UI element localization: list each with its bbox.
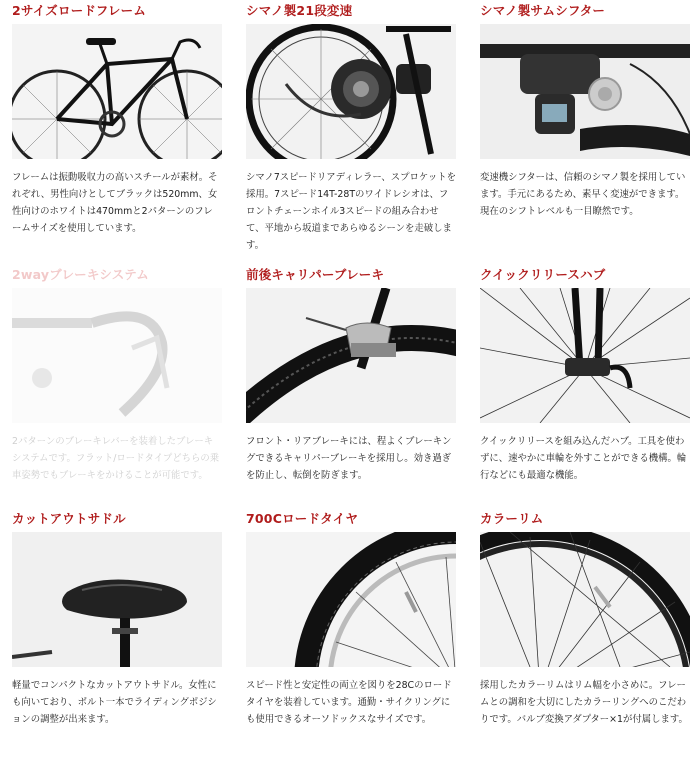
feature-color-rim (480, 510, 690, 725)
caliper-photo (246, 288, 456, 423)
feature-title: クイックリリースハブ (480, 267, 606, 282)
feature-title: カラーリム (480, 511, 544, 526)
feature-description: スピード性と安定性の両立を図りを28Cのロードタイヤを装着しています。通勤・サイクリングにも使用できるオーソドックスなサイズです。 (246, 680, 452, 725)
feature-description: 軽量でコンパクトなカットアウトサドル。女性にも向いており、ボルト一本でライディングポジションの調整が出来ます。 (12, 680, 217, 725)
feature-frame (12, 2, 222, 234)
saddle-photo (12, 532, 222, 667)
feature-description: フレームは振動吸収力の高いスチールが素材。それぞれ、男性向けとしてブラックは520mm、女性向けのホワイトは470mmと2パターンのフレームサイズを使用しています。 (12, 172, 218, 234)
feature-title: シマノ製21段変速 (246, 3, 353, 18)
derailleur-photo (246, 24, 456, 159)
feature-quick-release (480, 266, 690, 481)
brake-lever-photo (12, 288, 222, 423)
tire-photo (246, 532, 456, 667)
feature-cutout-saddle (12, 510, 222, 725)
feature-2way-brake (12, 266, 222, 481)
feature-description: クイックリリースを組み込んだハブ。工具を使わずに、速やかに車輪を外すことができる機構。輪行などにも最適な機能。 (480, 436, 687, 481)
feature-title: 2wayブレーキシステム (12, 267, 149, 282)
feature-description: シマノ7スピードリアディレラー、スプロケットを採用。7スピード14T-28Tのワイドレシオは、フロントチェーンホイル3スピードの組み合わせて、平地から坂道まであらゆるシーンを走破します。 (246, 172, 456, 251)
feature-title: 前後キャリパーブレーキ (246, 267, 385, 282)
feature-caliper-brake (246, 266, 456, 481)
feature-title: 700Cロードタイヤ (246, 511, 359, 526)
feature-description: フロント・リアブレーキには、程よくブレーキングできるキャリパーブレーキを採用し。効き過ぎを防止し、転倒を防ぎます。 (246, 436, 452, 481)
feature-thumb-shifter (480, 2, 690, 217)
feature-21-speed (246, 2, 456, 251)
feature-title: 2サイズロードフレーム (12, 3, 147, 18)
hub-photo (480, 288, 690, 423)
feature-road-tire (246, 510, 456, 725)
shifter-photo (480, 24, 690, 159)
feature-description: 採用したカラーリムはリム幅を小さめに。フレームとの調和を大切にしたカラーリングへのこだわりです。バルブ変換アダプター×1が付属します。 (480, 680, 688, 725)
feature-title: カットアウトサドル (12, 511, 126, 526)
feature-title: シマノ製サムシフター (480, 3, 606, 18)
feature-description: 2パターンのブレーキレバーを装着したブレーキシステムです。フラット/ロードタイプどちらの乗車姿勢でもブレーキをかけることが可能です。 (12, 436, 220, 481)
feature-description: 変速機シフターは、信頼のシマノ製を採用しています。手元にあるため、素早く変速ができます。現在のシフトレベルも一目瞭然です。 (480, 172, 686, 217)
rim-photo (480, 532, 690, 667)
frame-photo (12, 24, 222, 159)
